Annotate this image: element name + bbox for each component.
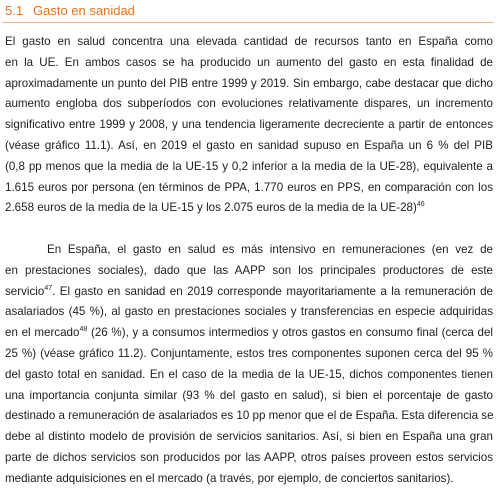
footnote-marker-47: 47	[44, 284, 53, 292]
paragraph-2-line: 25 %) (véase gráfico 11.2). Conjuntamente, estos tres componentes suponen cerca del 95 %	[5, 346, 493, 360]
paragraph-1-line: (véase gráfico 11.1). Así, en 2019 el gasto en sanidad supuso en España un 6 % del PIB	[5, 138, 493, 152]
paragraph-1-line: (0,8 pp menos que la media de la UE-15 y 0,2 inferior a la media de la UE-28), equivalente a	[5, 159, 493, 173]
paragraph-2-text: (26 %), y a consumos intermedios y otros gastos en consumo final (cerca del	[87, 326, 494, 340]
paragraph-2-text: servicio	[5, 284, 45, 298]
paragraph-2-line: asalariados (45 %), al gasto en prestaciones sociales y transferencias en especie adquiridas	[5, 305, 493, 319]
section-number: 5.1	[5, 3, 24, 18]
paragraph-2-text: en el mercado	[5, 326, 80, 340]
section-heading	[5, 1, 135, 21]
paragraph-1-line-text: 2.658 euros de la media de la UE-15 y los 2.075 euros de la media de la UE-28)	[5, 201, 417, 215]
paragraph-1-line: El gasto en salud concentra una elevada cantidad de recursos tanto en España como	[5, 35, 493, 48]
paragraph-1-line: 1.615 euros por persona (en términos de PPA, 1.770 euros en PPS, en comparación con los	[5, 180, 493, 194]
paragraph-2-line: una importancia conjunta similar (93 % del gasto en salud), si bien el porcentaje de gasto	[5, 388, 493, 402]
paragraph-2-line: del gasto total en sanidad. En el caso de la media de la UE-15, dichos componentes tienen	[5, 367, 493, 381]
paragraph-1-line: en la UE. En ambos casos se ha producido un aumento del gasto en esta finalidad de	[5, 55, 493, 69]
footnote-marker-46: 46	[416, 201, 425, 209]
paragraph-2-line-with-footnote	[5, 282, 493, 303]
paragraph-2-line: debe al distinto modelo de provisión de servicios sanitarios. Así, si bien en España una gran	[5, 430, 493, 444]
paragraph-1-last-line	[5, 198, 493, 219]
section-title: Gasto en sanidad	[33, 3, 135, 18]
paragraph-1-line: significativo entre 1999 y 2008, y una tendencia ligeramente decreciente a partir de entonces	[5, 118, 493, 132]
paragraph-2-line: En España, el gasto en salud es más intensivo en remuneraciones (en vez de	[47, 243, 493, 256]
paragraph-1-line: aproximadamente un punto del PIB entre 1999 y 2019. Sin embargo, cabe destacar que dicho	[5, 76, 493, 90]
paragraph-2-line: destinado a remuneración de asalariados es 10 pp menor que el de España. Esta diferencia se	[5, 409, 494, 423]
paragraph-2-line-with-footnote	[5, 323, 493, 344]
section-divider	[2, 22, 494, 23]
paragraph-2-line: parte de dichos servicios son producidos por las AAPP, otros países proveen estos servicios	[5, 450, 493, 464]
footnote-marker-48: 48	[79, 326, 88, 334]
paragraph-2-line: mediante adquisiciones en el mercado (a través, por ejemplo, de conciertos sanitarios).	[5, 471, 454, 485]
paragraph-2-text: . El gasto en sanidad en 2019 corresponde mayoritariamente a la remuneración de	[52, 284, 493, 298]
paragraph-1-line: aumento engloba dos subperíodos con evoluciones relativamente dispares, un incremento	[5, 97, 493, 111]
paragraph-2-line: en prestaciones sociales), dado que las AAPP son los principales productores de este	[5, 263, 493, 277]
paragraph-2	[5, 240, 493, 490]
paragraph-1	[5, 32, 493, 219]
